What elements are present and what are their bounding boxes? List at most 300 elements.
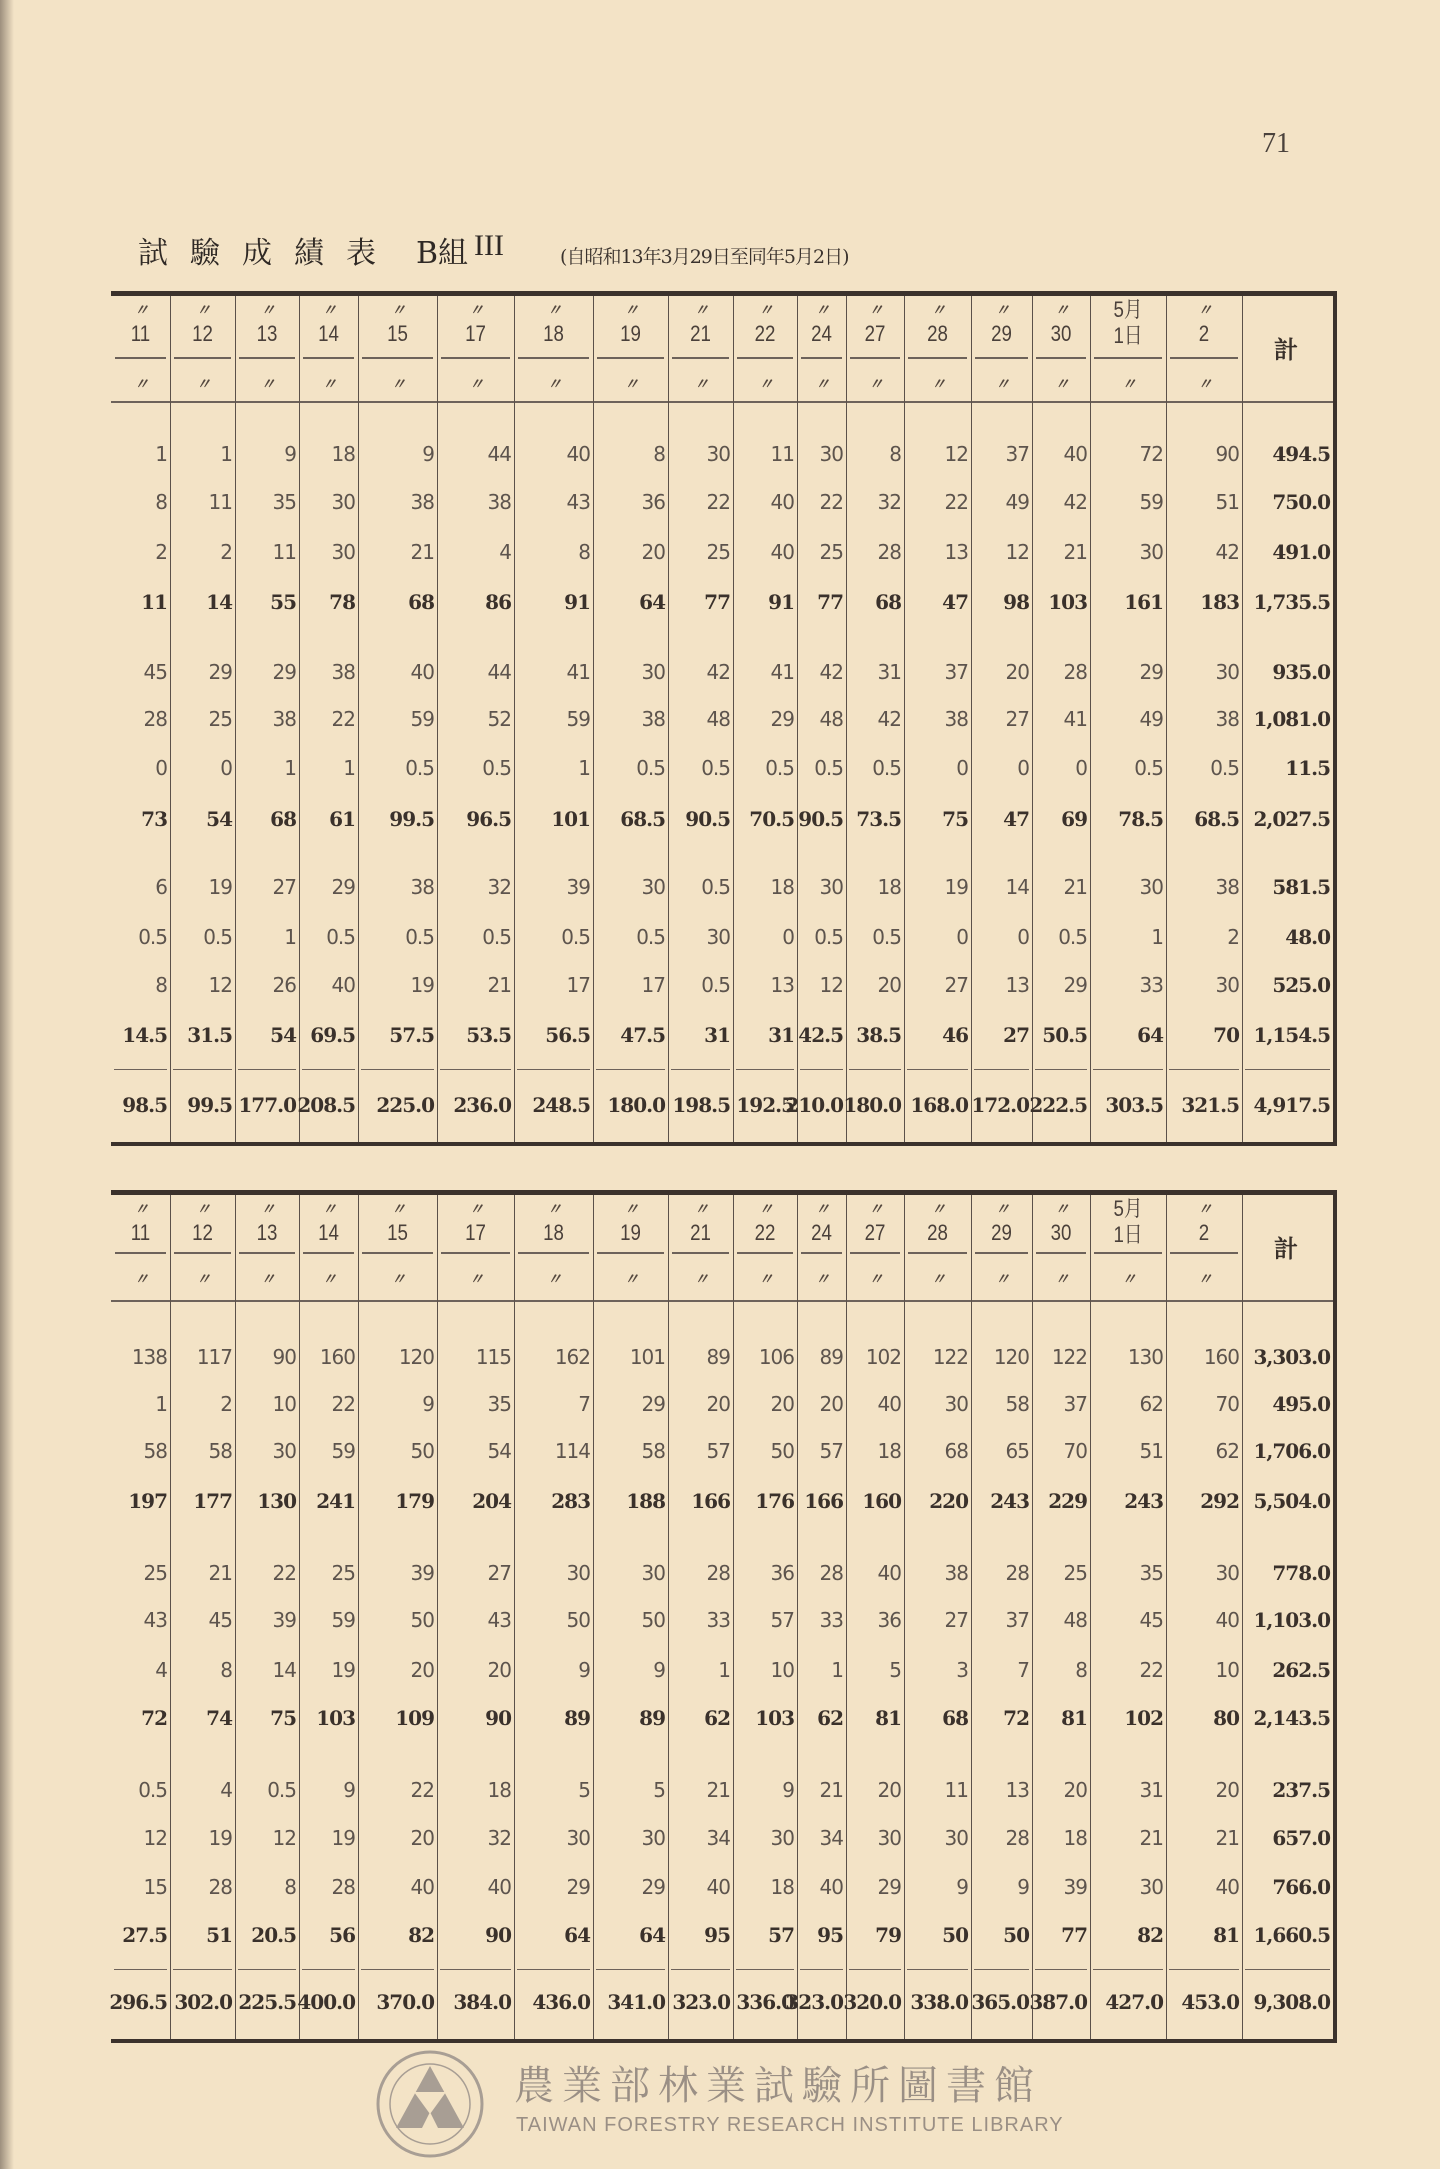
header-month-mark: 〃 [623, 1201, 637, 1218]
table-cell: 91 [564, 590, 590, 614]
header-day: 19 [620, 1220, 641, 1245]
table-cell: 0 [956, 756, 968, 780]
table-cell: 0.5 [138, 1778, 167, 1802]
table-cell: 21 [410, 540, 434, 564]
table-cell: 18 [331, 442, 355, 466]
total-separator-line [1169, 1969, 1239, 1970]
column-divider [1090, 1195, 1091, 2039]
column-divider [1090, 296, 1091, 1142]
column-divider [514, 1195, 515, 2039]
total-separator-line [517, 1069, 590, 1070]
header-day: 29 [991, 321, 1012, 346]
header-split-line [975, 357, 1028, 359]
table-cell: 21 [1063, 875, 1087, 899]
table-cell: 3 [956, 1658, 968, 1682]
table-cell: 11 [272, 540, 296, 564]
table-cell: 0 [220, 756, 232, 780]
header-split-line [518, 357, 589, 359]
table-cell: 72 [141, 1706, 167, 1730]
column-divider [1032, 1195, 1033, 2039]
header-split-line [174, 357, 231, 359]
row-total-cell: 1,660.5 [1253, 1923, 1330, 1947]
table-cell: 32 [487, 1826, 511, 1850]
table-cell: 30 [331, 490, 355, 514]
table-cell: 49 [1005, 490, 1029, 514]
total-separator-line [517, 1969, 590, 1970]
column-total-cell: 427.0 [1105, 1990, 1163, 2014]
table-cell: 138 [131, 1345, 167, 1369]
table-cell: 43 [487, 1608, 511, 1632]
table-cell: 59 [410, 707, 434, 731]
table-cell: 0.5 [405, 925, 434, 949]
table-cell: 42 [1215, 540, 1239, 564]
table-cell: 20 [1063, 1778, 1087, 1802]
total-separator-line [849, 1069, 901, 1070]
table-cell: 20 [770, 1392, 794, 1416]
table-cell: 9 [578, 1658, 590, 1682]
table-cell: 0 [1017, 756, 1029, 780]
header-sub-ditto: 〃 [693, 1271, 707, 1288]
column-divider [733, 1195, 734, 2039]
table-cell: 29 [641, 1392, 665, 1416]
table-cell: 30 [641, 1561, 665, 1585]
table-cell: 30 [641, 1826, 665, 1850]
table-cell: 1 [718, 1658, 730, 1682]
header-month-mark: 〃 [930, 302, 944, 319]
table-cell: 0.5 [1058, 925, 1087, 949]
table-cell: 50 [566, 1608, 590, 1632]
row-total-cell: 48.0 [1285, 925, 1330, 949]
header-split-line [1094, 357, 1162, 359]
header-month-mark: 〃 [994, 302, 1008, 319]
table-cell: 0.5 [1134, 756, 1163, 780]
header-split-line [1036, 357, 1086, 359]
table-cell: 8 [578, 540, 590, 564]
header-split-line [441, 357, 510, 359]
table-cell: 283 [551, 1489, 590, 1513]
grand-total-cell: 4,917.5 [1253, 1093, 1330, 1117]
header-split-line [1094, 1252, 1162, 1254]
header-day: 13 [256, 1220, 278, 1245]
table-cell: 42 [1063, 490, 1087, 514]
header-split-line [597, 1252, 664, 1254]
table-cell: 21 [706, 1778, 730, 1802]
results-table-upper [111, 291, 1333, 1146]
table-cell: 70 [1213, 1023, 1239, 1047]
column-total-cell: 296.5 [109, 1990, 167, 2014]
header-sub-ditto: 〃 [195, 376, 209, 393]
table-cell: 19 [331, 1658, 355, 1682]
row-total-cell: 491.0 [1272, 540, 1330, 564]
table-cell: 22 [331, 707, 355, 731]
table-cell: 27 [487, 1561, 511, 1585]
table-cell: 48 [1063, 1608, 1087, 1632]
table-cell: 20 [410, 1658, 434, 1682]
watermark-chinese: 農業部林業試驗所圖書館 [514, 2063, 1042, 2109]
table-cell: 32 [877, 490, 901, 514]
table-cell: 70 [1215, 1392, 1239, 1416]
header-month-mark: 〃 [468, 302, 482, 319]
table-cell: 8 [1075, 1658, 1087, 1682]
table-cell: 0.5 [561, 925, 590, 949]
column-divider [733, 296, 734, 1142]
header-sub-ditto: 〃 [868, 376, 882, 393]
table-cell: 101 [629, 1345, 665, 1369]
column-divider [437, 1195, 438, 2039]
table-cell: 34 [706, 1826, 730, 1850]
table-cell: 20 [487, 1658, 511, 1682]
table-cell: 0.5 [701, 756, 730, 780]
table-cell: 80 [1213, 1706, 1239, 1730]
header-day: 2 [1198, 321, 1210, 346]
table-cell: 27 [272, 875, 296, 899]
table-cell: 90 [272, 1345, 296, 1369]
table-cell: 43 [143, 1608, 167, 1632]
table-cell: 41 [1063, 707, 1087, 731]
table-cell: 69.5 [310, 1023, 355, 1047]
table-cell: 18 [877, 1439, 901, 1463]
title-roman-numeral: III [474, 229, 505, 262]
table-cell: 0.5 [326, 925, 355, 949]
table-cell: 62 [704, 1706, 730, 1730]
table-cell: 45 [143, 660, 167, 684]
table-cell: 54 [206, 807, 232, 831]
table-cell: 89 [639, 1706, 665, 1730]
table-cell: 36 [877, 1608, 901, 1632]
table-cell: 31 [877, 660, 901, 684]
table-cell: 91 [768, 590, 794, 614]
table-cell: 12 [208, 973, 232, 997]
total-separator-line [361, 1969, 434, 1970]
header-month-mark: 5月 [1113, 297, 1143, 322]
table-cell: 64 [1137, 1023, 1163, 1047]
table-cell: 28 [1005, 1561, 1029, 1585]
header-sub-ditto: 〃 [994, 1271, 1008, 1288]
table-cell: 59 [331, 1439, 355, 1463]
header-total-label: 計 [1274, 336, 1298, 364]
table-cell: 75 [942, 807, 968, 831]
column-divider [1242, 1195, 1243, 2039]
total-separator-line [361, 1069, 434, 1070]
table-cell: 50 [410, 1439, 434, 1463]
table-cell: 30 [1139, 1875, 1163, 1899]
column-total-cell: 323.0 [785, 1990, 843, 2014]
table-cell: 48 [819, 707, 843, 731]
column-divider [668, 1195, 669, 2039]
table-cell: 21 [1215, 1826, 1239, 1850]
table-cell: 30 [566, 1826, 590, 1850]
header-month-mark: 〃 [1054, 302, 1068, 319]
table-cell: 0.5 [636, 925, 665, 949]
header-split-line [737, 357, 793, 359]
header-split-line [737, 1252, 793, 1254]
table-cell: 42 [706, 660, 730, 684]
header-month-mark: 〃 [1054, 1201, 1068, 1218]
table-cell: 46 [942, 1023, 968, 1047]
header-sub-ditto: 〃 [546, 1271, 560, 1288]
table-cell: 47.5 [620, 1023, 665, 1047]
header-sub-ditto: 〃 [623, 376, 637, 393]
column-divider [797, 1195, 798, 2039]
table-cell: 13 [944, 540, 968, 564]
column-total-cell: 168.0 [910, 1093, 968, 1117]
header-day: 24 [811, 1220, 832, 1245]
table-cell: 17 [566, 973, 590, 997]
header-month-mark: 〃 [814, 302, 828, 319]
table-cell: 28 [1005, 1826, 1029, 1850]
table-cell: 57 [706, 1439, 730, 1463]
table-cell: 53.5 [466, 1023, 511, 1047]
page-number: 71 [1262, 128, 1290, 159]
table-cell: 0.5 [701, 973, 730, 997]
table-cell: 68 [270, 807, 296, 831]
column-total-cell: 453.0 [1181, 1990, 1239, 2014]
column-total-cell: 198.5 [672, 1093, 730, 1117]
header-month-mark: 〃 [930, 1201, 944, 1218]
header-split-line [174, 1252, 231, 1254]
header-sub-ditto: 〃 [994, 376, 1008, 393]
table-cell: 28 [1063, 660, 1087, 684]
table-cell: 5 [578, 1778, 590, 1802]
table-cell: 162 [554, 1345, 590, 1369]
table-cell: 30 [272, 1439, 296, 1463]
header-month-mark: 〃 [814, 1201, 828, 1218]
column-total-cell: 320.0 [843, 1990, 901, 2014]
header-sub-ditto: 〃 [1197, 1271, 1211, 1288]
page-edge-shadow [0, 0, 14, 2169]
table-cell: 160 [1203, 1345, 1239, 1369]
table-cell: 50 [641, 1608, 665, 1632]
table-cell: 30 [944, 1392, 968, 1416]
table-cell: 22 [272, 1561, 296, 1585]
table-cell: 17 [641, 973, 665, 997]
header-day: 11 [130, 1220, 151, 1245]
header-day: 27 [864, 321, 886, 346]
table-cell: 0.5 [872, 756, 901, 780]
table-cell: 30 [331, 540, 355, 564]
row-total-cell: 1,735.5 [1253, 590, 1330, 614]
table-cell: 37 [1005, 1608, 1029, 1632]
row-total-cell: 1,706.0 [1253, 1439, 1330, 1463]
table-cell: 30 [1139, 540, 1163, 564]
table-cell: 25 [1063, 1561, 1087, 1585]
column-total-cell: 222.5 [1029, 1093, 1087, 1117]
table-cell: 220 [929, 1489, 968, 1513]
column-total-cell: 180.0 [843, 1093, 901, 1117]
header-day: 21 [690, 321, 711, 346]
header-day: 1日 [1113, 1222, 1143, 1247]
table-cell: 30 [1215, 660, 1239, 684]
column-divider [971, 296, 972, 1142]
table-cell: 42 [877, 707, 901, 731]
table-cell: 70.5 [749, 807, 794, 831]
table-cell: 29 [877, 1875, 901, 1899]
table-cell: 13 [1005, 973, 1029, 997]
header-day: 28 [927, 321, 948, 346]
total-separator-line [1035, 1069, 1087, 1070]
header-sub-ditto: 〃 [390, 1271, 404, 1288]
header-month-mark: 〃 [868, 1201, 882, 1218]
column-divider [846, 1195, 847, 2039]
total-separator-line [173, 1069, 232, 1070]
table-cell: 65 [1005, 1439, 1029, 1463]
column-total-cell: 370.0 [376, 1990, 434, 2014]
header-day: 28 [927, 1220, 948, 1245]
table-cell: 0 [155, 756, 167, 780]
header-sub-ditto: 〃 [1054, 1271, 1068, 1288]
table-cell: 21 [819, 1778, 843, 1802]
table-cell: 90.5 [798, 807, 843, 831]
table-cell: 5 [889, 1658, 901, 1682]
header-bottom-line [111, 1300, 1333, 1302]
table-cell: 44 [487, 442, 511, 466]
header-bottom-line [111, 401, 1333, 403]
table-cell: 31 [768, 1023, 794, 1047]
table-cell: 11 [208, 490, 232, 514]
table-cell: 57 [770, 1608, 794, 1632]
header-month-mark: 〃 [623, 302, 637, 319]
table-bottom-rule [111, 2039, 1333, 2043]
table-cell: 33 [706, 1608, 730, 1632]
table-cell: 30 [641, 875, 665, 899]
table-cell: 81 [875, 1706, 901, 1730]
header-sub-ditto: 〃 [468, 1271, 482, 1288]
table-cell: 74 [206, 1706, 232, 1730]
header-month-mark: 〃 [260, 302, 274, 319]
table-cell: 81 [1213, 1923, 1239, 1947]
header-month-mark: 〃 [868, 302, 882, 319]
column-divider [1166, 296, 1167, 1142]
table-cell: 19 [208, 875, 232, 899]
column-total-cell: 172.0 [971, 1093, 1029, 1117]
column-total-cell: 336.0 [736, 1990, 794, 2014]
watermark-english: TAIWAN FORESTRY RESEARCH INSTITUTE LIBRARY [516, 2114, 1064, 2136]
table-cell: 69 [1061, 807, 1087, 831]
header-sub-ditto: 〃 [693, 376, 707, 393]
table-cell: 9 [284, 442, 296, 466]
header-day: 1日 [1113, 323, 1143, 348]
table-cell: 1 [155, 442, 167, 466]
table-bottom-rule [111, 1142, 1333, 1146]
table-cell: 50 [410, 1608, 434, 1632]
header-sub-ditto: 〃 [930, 376, 944, 393]
table-cell: 28 [208, 1875, 232, 1899]
table-cell: 160 [862, 1489, 901, 1513]
header-month-mark: 〃 [758, 302, 772, 319]
table-cell: 14 [272, 1658, 296, 1682]
table-cell: 177 [193, 1489, 232, 1513]
column-divider [1242, 296, 1243, 1142]
header-month-mark: 〃 [133, 1201, 147, 1218]
table-cell: 11 [944, 1778, 968, 1802]
table-cell: 6 [155, 875, 167, 899]
table-cell: 62 [1215, 1439, 1239, 1463]
table-cell: 30 [566, 1561, 590, 1585]
header-sub-ditto: 〃 [1121, 1271, 1135, 1288]
header-sub-ditto: 〃 [1121, 376, 1135, 393]
total-separator-line [114, 1969, 167, 1970]
table-cell: 21 [487, 973, 511, 997]
header-day: 14 [318, 1220, 339, 1245]
table-cell: 179 [395, 1489, 434, 1513]
table-right-rule [1333, 1190, 1337, 2043]
total-separator-line [671, 1969, 730, 1970]
table-cell: 40 [410, 660, 434, 684]
table-cell: 25 [706, 540, 730, 564]
table-cell: 30 [819, 875, 843, 899]
total-separator-line [302, 1969, 355, 1970]
table-cell: 89 [706, 1345, 730, 1369]
table-cell: 22 [819, 490, 843, 514]
row-total-cell: 778.0 [1272, 1561, 1330, 1585]
table-cell: 90 [485, 1923, 511, 1947]
table-cell: 120 [398, 1345, 434, 1369]
table-cell: 30 [770, 1826, 794, 1850]
row-total-cell: 11.5 [1285, 756, 1330, 780]
table-cell: 161 [1124, 590, 1163, 614]
header-month-mark: 〃 [260, 1201, 274, 1218]
table-cell: 1 [284, 756, 296, 780]
table-cell: 103 [316, 1706, 355, 1730]
table-cell: 9 [1017, 1875, 1029, 1899]
column-divider [904, 296, 905, 1142]
table-cell: 0.5 [1210, 756, 1239, 780]
column-divider [235, 1195, 236, 2039]
table-cell: 13 [770, 973, 794, 997]
column-total-cell: 302.0 [174, 1990, 232, 2014]
header-split-line [850, 357, 900, 359]
table-cell: 8 [155, 973, 167, 997]
table-cell: 40 [1063, 442, 1087, 466]
header-month-mark: 〃 [133, 302, 147, 319]
table-cell: 5 [653, 1778, 665, 1802]
table-cell: 166 [804, 1489, 843, 1513]
column-total-cell: 384.0 [453, 1990, 511, 2014]
table-cell: 40 [331, 973, 355, 997]
header-day: 30 [1050, 321, 1072, 346]
table-cell: 13 [1005, 1778, 1029, 1802]
table-cell: 25 [208, 707, 232, 731]
table-cell: 28 [819, 1561, 843, 1585]
table-cell: 0.5 [765, 756, 794, 780]
table-cell: 20 [641, 540, 665, 564]
table-cell: 98 [1003, 590, 1029, 614]
table-cell: 37 [1005, 442, 1029, 466]
column-divider [904, 1195, 905, 2039]
table-cell: 1 [831, 1658, 843, 1682]
header-month-mark: 〃 [1197, 302, 1211, 319]
total-separator-line [1245, 1969, 1330, 1970]
header-sub-ditto: 〃 [133, 376, 147, 393]
row-total-cell: 495.0 [1272, 1392, 1330, 1416]
header-month-mark: 〃 [390, 1201, 404, 1218]
header-sub-ditto: 〃 [260, 1271, 274, 1288]
column-divider [668, 296, 669, 1142]
table-cell: 18 [1063, 1826, 1087, 1850]
table-cell: 12 [819, 973, 843, 997]
column-total-cell: 192.5 [736, 1093, 794, 1117]
table-cell: 9 [422, 1392, 434, 1416]
table-cell: 106 [758, 1345, 794, 1369]
total-separator-line [800, 1069, 843, 1070]
table-cell: 10 [272, 1392, 296, 1416]
total-separator-line [849, 1969, 901, 1970]
table-cell: 9 [782, 1778, 794, 1802]
header-split-line [908, 1252, 967, 1254]
table-cell: 2 [220, 540, 232, 564]
row-total-cell: 525.0 [1272, 973, 1330, 997]
table-cell: 27.5 [122, 1923, 167, 1947]
